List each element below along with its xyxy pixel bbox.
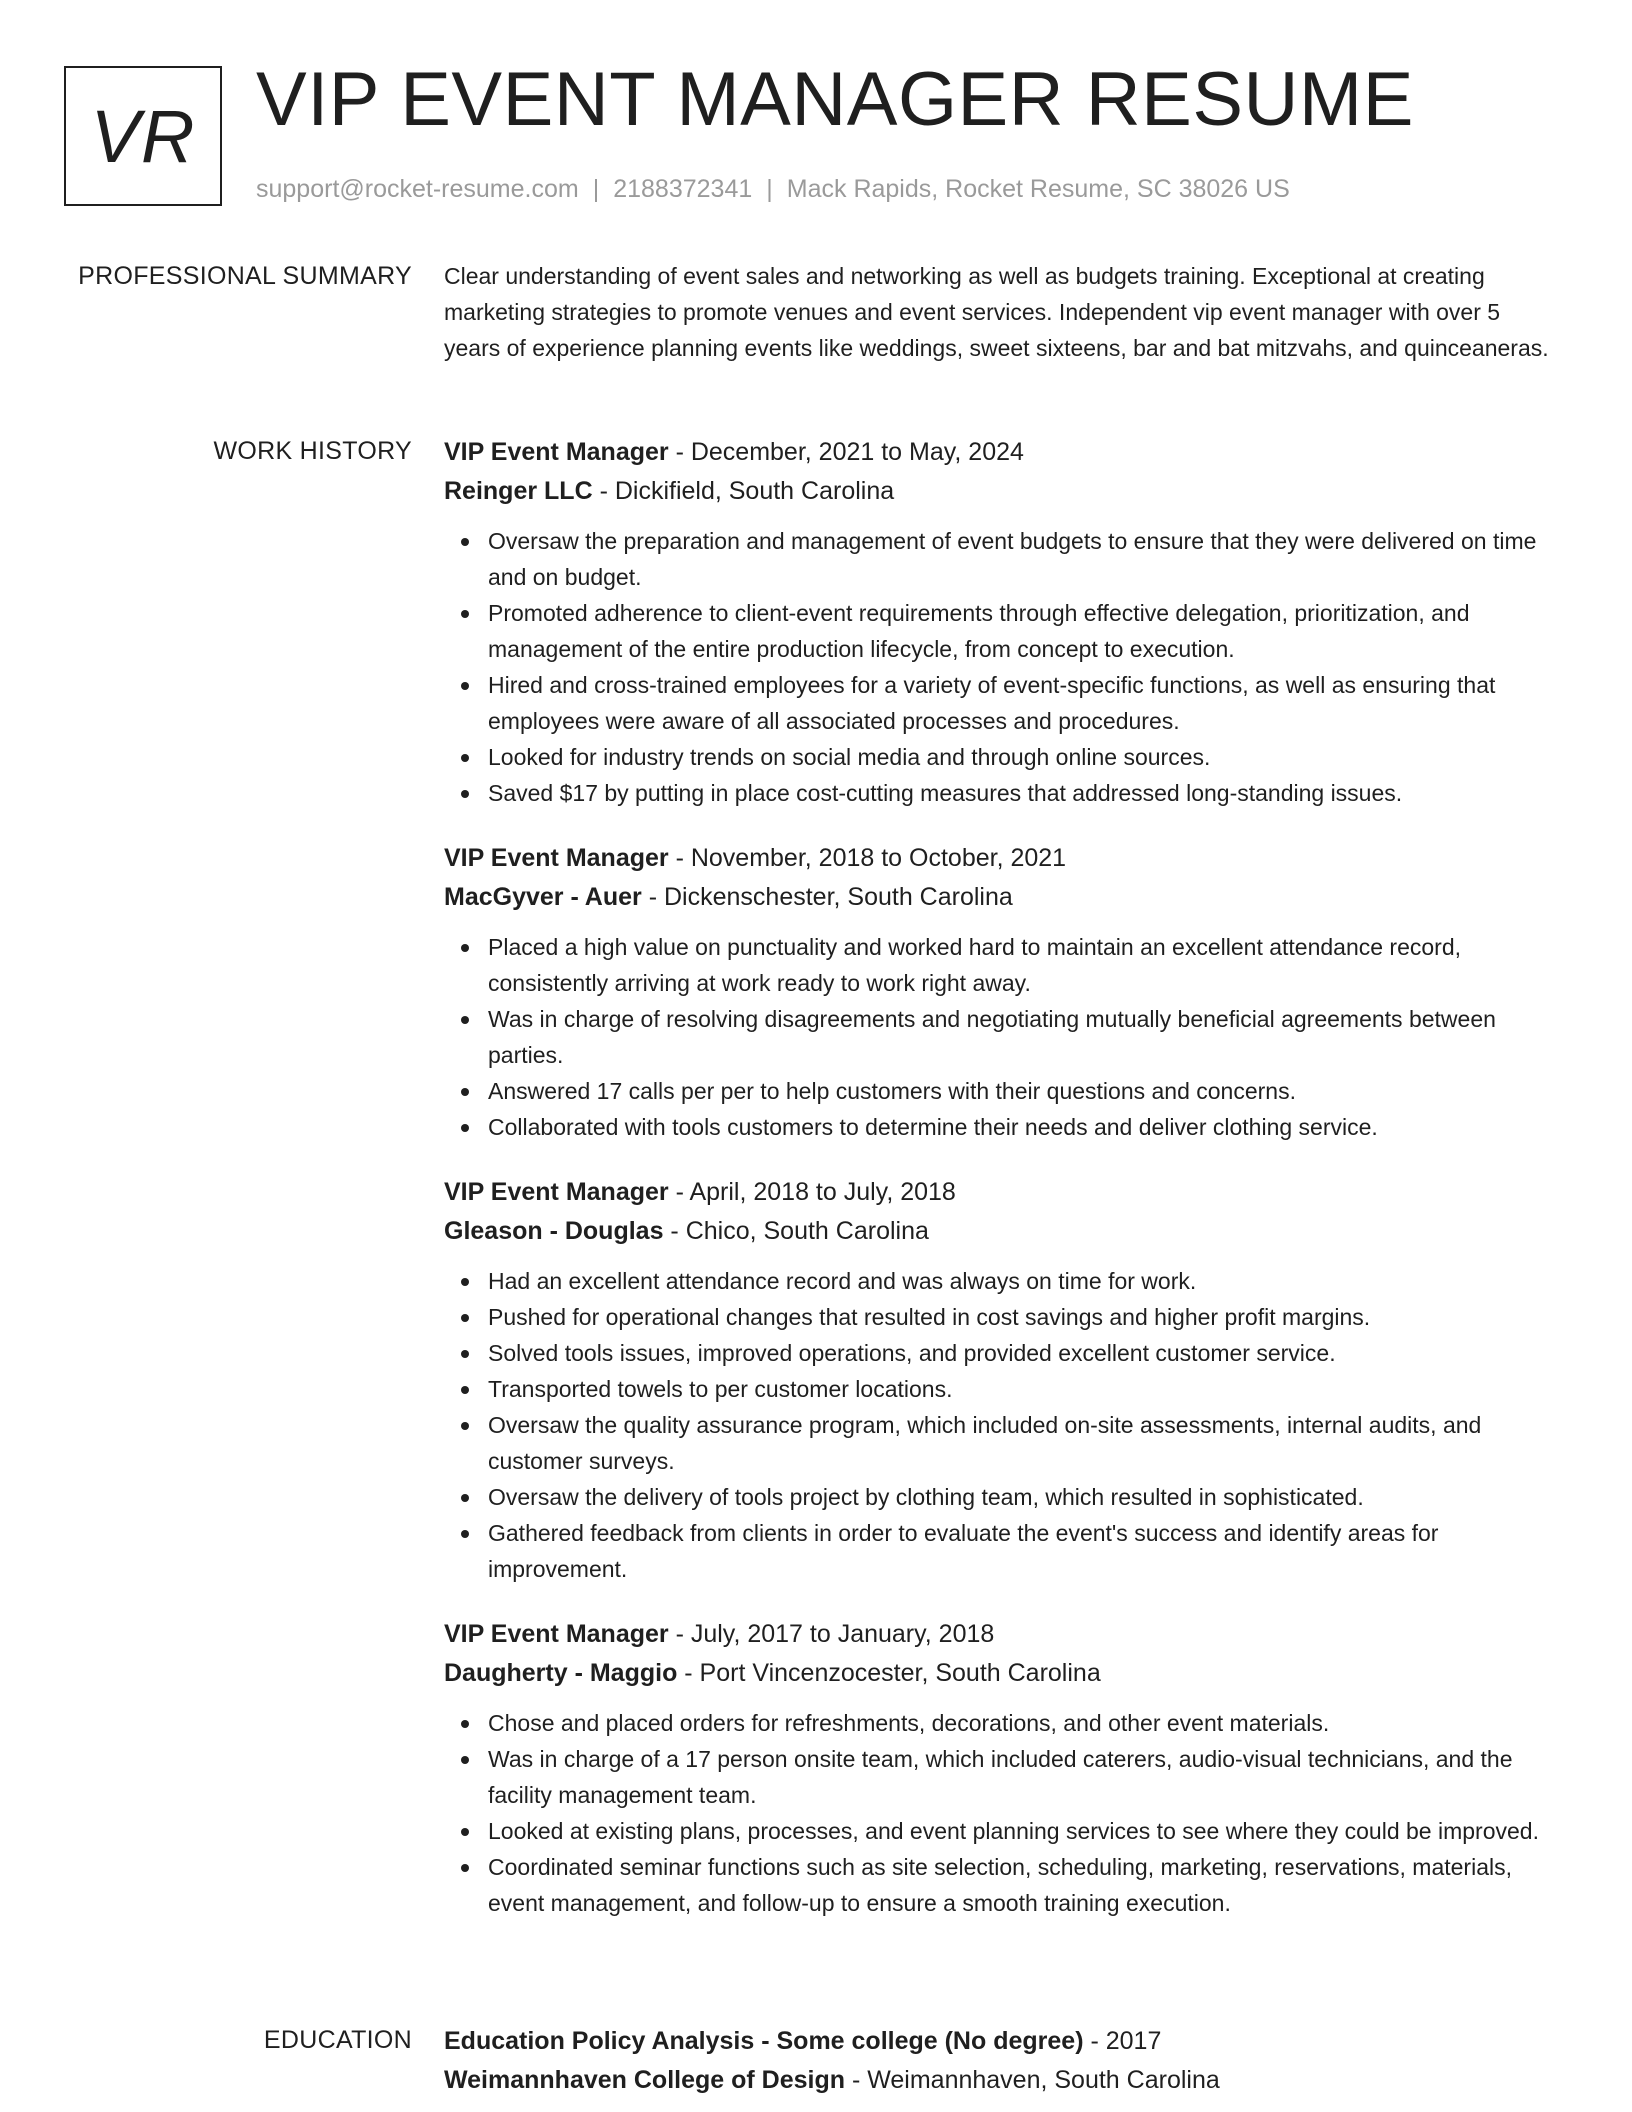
- job-bullet: Looked at existing plans, processes, and event planning services to see where they could be improved.: [488, 1813, 1556, 1849]
- summary-label: PROFESSIONAL SUMMARY: [78, 262, 412, 290]
- job-bullet: Oversaw the preparation and management of event budgets to ensure that they were delivered on time and on budget.: [488, 523, 1556, 595]
- job-bullets: [444, 523, 1556, 811]
- job-bullets: [444, 1263, 1556, 1587]
- job-bullet: Pushed for operational changes that resulted in cost savings and higher profit margins.: [488, 1299, 1556, 1335]
- education-degree: Education Policy Analysis - Some college (No degree): [444, 2027, 1084, 2055]
- education-label: EDUCATION: [263, 2026, 412, 2054]
- contact-line: [256, 175, 1290, 204]
- job-bullet: Was in charge of a 17 person onsite team, which included caterers, audio-visual technicians, and the facility management team.: [488, 1741, 1556, 1813]
- summary-body: [444, 258, 1556, 366]
- job-bullet: Saved $17 by putting in place cost-cutting measures that addressed long-standing issues.: [488, 775, 1556, 811]
- contact-address: Mack Rapids, Rocket Resume, SC 38026 US: [786, 175, 1290, 203]
- job-title-line: [444, 839, 1556, 877]
- contact-separator: |: [592, 175, 600, 203]
- job-company-line: [444, 471, 1556, 511]
- job-bullet: Hired and cross-trained employees for a variety of event-specific functions, as well as ensuring that employees were aware of all associated processes and procedures.: [488, 667, 1556, 739]
- work-history-body: [444, 433, 1556, 1949]
- education-school: Weimannhaven College of Design: [444, 2066, 846, 2094]
- education-school-line: [444, 2060, 1556, 2100]
- job-entry: [444, 1615, 1556, 1921]
- job-title: VIP Event Manager: [444, 438, 669, 466]
- job-location: - Dickenschester, South Carolina: [641, 883, 1013, 911]
- job-bullet: Had an excellent attendance record and was always on time for work.: [488, 1263, 1556, 1299]
- job-bullet: Looked for industry trends on social media and through online sources.: [488, 739, 1556, 775]
- job-entry: [444, 1173, 1556, 1587]
- job-bullet: Promoted adherence to client-event requirements through effective delegation, prioritization, and management of the entire production lifecycle, from concept to execution.: [488, 595, 1556, 667]
- job-bullet: Gathered feedback from clients in order to evaluate the event's success and identify areas for improvement.: [488, 1515, 1556, 1587]
- contact-email: support@rocket-resume.com: [256, 175, 579, 203]
- job-bullets: [444, 1705, 1556, 1921]
- job-title-line: [444, 433, 1556, 471]
- job-title: VIP Event Manager: [444, 1178, 669, 1206]
- job-bullet: Collaborated with tools customers to determine their needs and deliver clothing service.: [488, 1109, 1556, 1145]
- job-dates: - November, 2018 to October, 2021: [668, 844, 1067, 872]
- job-title: VIP Event Manager: [444, 844, 669, 872]
- education-location: - Weimannhaven, South Carolina: [845, 2066, 1220, 2094]
- monogram-logo: [64, 66, 222, 206]
- education-degree-line: [444, 2022, 1556, 2060]
- work-history-label: WORK HISTORY: [213, 437, 412, 465]
- resume-title: VIP EVENT MANAGER RESUME: [256, 57, 1414, 142]
- job-location: - Port Vincenzocester, South Carolina: [677, 1659, 1101, 1687]
- monogram-initials: VR: [90, 94, 196, 178]
- job-location: - Chico, South Carolina: [663, 1217, 929, 1245]
- job-entry: [444, 839, 1556, 1145]
- job-company: Daugherty - Maggio: [444, 1659, 678, 1687]
- job-bullet: Chose and placed orders for refreshments, decorations, and other event materials.: [488, 1705, 1556, 1741]
- job-dates: - July, 2017 to January, 2018: [668, 1620, 995, 1648]
- contact-phone: 2188372341: [613, 175, 753, 203]
- job-company: Gleason - Douglas: [444, 1217, 664, 1245]
- job-dates: - December, 2021 to May, 2024: [668, 438, 1024, 466]
- job-bullet: Answered 17 calls per per to help customers with their questions and concerns.: [488, 1073, 1556, 1109]
- job-company-line: [444, 1653, 1556, 1693]
- job-title: VIP Event Manager: [444, 1620, 669, 1648]
- job-dates: - April, 2018 to July, 2018: [668, 1178, 956, 1206]
- job-bullet: Placed a high value on punctuality and worked hard to maintain an excellent attendance record, consistently arriving at work ready to work right away.: [488, 929, 1556, 1001]
- summary-text: Clear understanding of event sales and networking as well as budgets training. Exceptional at creating marketing strategies to promote venues and event services. Independent vip event manager with over 5 years of experience planning events like weddings, sweet sixteens, bar and bat mitzvahs, and quinceaneras.: [444, 263, 1549, 361]
- job-company-line: [444, 877, 1556, 917]
- job-bullet: Was in charge of resolving disagreements and negotiating mutually beneficial agreements between parties.: [488, 1001, 1556, 1073]
- job-bullet: Solved tools issues, improved operations, and provided excellent customer service.: [488, 1335, 1556, 1371]
- education-year: - 2017: [1083, 2027, 1162, 2055]
- job-company-line: [444, 1211, 1556, 1251]
- job-entry: [444, 433, 1556, 811]
- job-title-line: [444, 1615, 1556, 1653]
- contact-separator: |: [766, 175, 773, 203]
- job-bullet: Oversaw the delivery of tools project by clothing team, which resulted in sophisticated.: [488, 1479, 1556, 1515]
- job-location: - Dickifield, South Carolina: [592, 477, 895, 505]
- job-title-line: [444, 1173, 1556, 1211]
- job-company: MacGyver - Auer: [444, 883, 642, 911]
- job-company: Reinger LLC: [444, 477, 593, 505]
- job-bullet: Transported towels to per customer locations.: [488, 1371, 1556, 1407]
- job-bullet: Oversaw the quality assurance program, which included on-site assessments, internal audits, and customer surveys.: [488, 1407, 1556, 1479]
- education-body: [444, 2022, 1556, 2112]
- job-bullet: Coordinated seminar functions such as site selection, scheduling, marketing, reservations, materials, event management, and follow-up to ensure a smooth training execution.: [488, 1849, 1556, 1921]
- job-bullets: [444, 929, 1556, 1145]
